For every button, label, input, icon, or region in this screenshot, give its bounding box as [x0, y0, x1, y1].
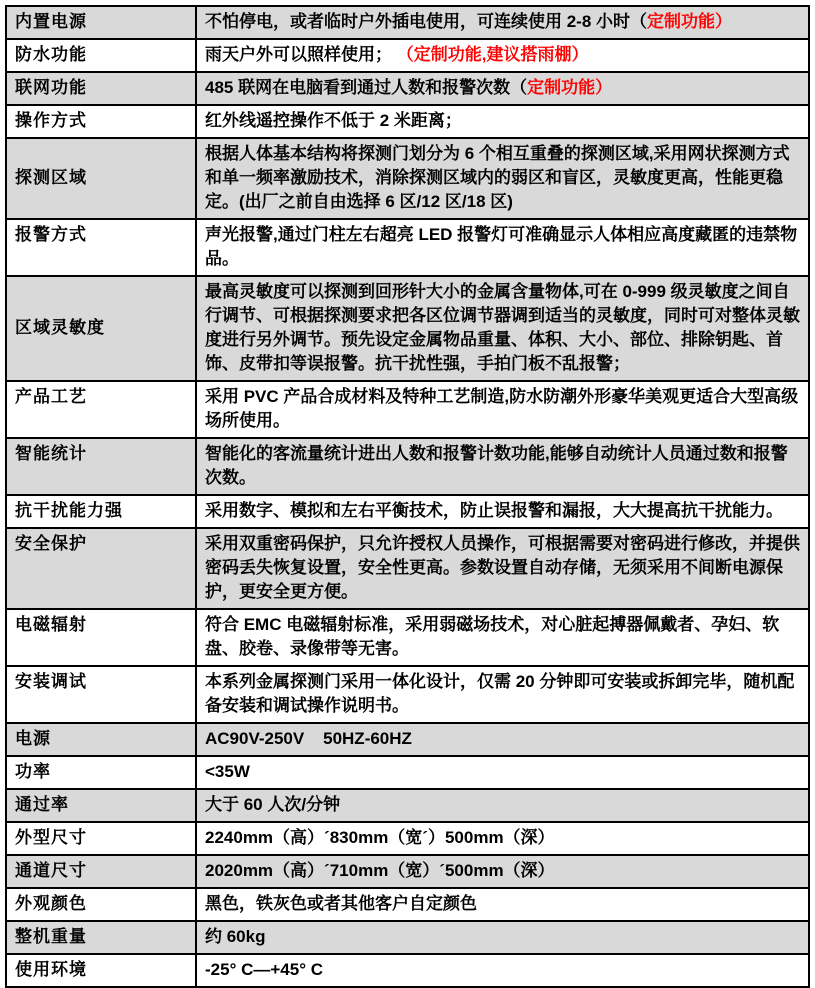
spec-value: [196, 756, 809, 789]
spec-value: [196, 723, 809, 756]
spec-label: 电磁辐射: [6, 609, 196, 666]
spec-text: 根据人体基本结构将探测门划分为 6 个相互重叠的探测区域,采用网状探测方式和单一频率激励技术，消除探测区域内的弱区和盲区，灵敏度更高，性能更稳定。(出厂之前自由选择 6 区/12 区/18 区): [205, 144, 790, 211]
spec-row: [6, 666, 809, 723]
highlighted-text: 定制功能）: [647, 12, 733, 31]
spec-label: 操作方式: [6, 105, 196, 138]
spec-text: 约 60kg: [205, 927, 266, 946]
spec-text: 智能化的客流量统计进出人数和报警计数功能,能够自动统计人员通过数和报警次数。: [205, 444, 788, 487]
spec-row: [6, 39, 809, 72]
spec-value: [196, 822, 809, 855]
spec-label: 功率: [6, 756, 196, 789]
spec-label: 抗干扰能力强: [6, 495, 196, 528]
spec-text: 采用双重密码保护，只允许授权人员操作，可根据需要对密码进行修改，并提供密码丢失恢复设置，安全性更高。参数设置自动存储，无须采用不间断电源保护，更安全更方便。: [205, 534, 800, 601]
spec-value: [196, 609, 809, 666]
spec-row: [6, 888, 809, 921]
spec-row: [6, 789, 809, 822]
spec-label: 外观颜色: [6, 888, 196, 921]
spec-value: [196, 276, 809, 381]
spec-value: [196, 219, 809, 276]
spec-row: [6, 609, 809, 666]
spec-label: 报警方式: [6, 219, 196, 276]
spec-label: 区域灵敏度: [6, 276, 196, 381]
spec-row: [6, 72, 809, 105]
spec-row: [6, 954, 809, 987]
spec-row: [6, 855, 809, 888]
spec-text: 采用数字、模拟和左右平衡技术，防止误报警和漏报，大大提高抗干扰能力。: [205, 501, 783, 520]
spec-label: 电源: [6, 723, 196, 756]
spec-label: 产品工艺: [6, 381, 196, 438]
spec-value: [196, 39, 809, 72]
spec-row: [6, 438, 809, 495]
spec-label: 使用环境: [6, 954, 196, 987]
spec-row: [6, 381, 809, 438]
spec-value: [196, 72, 809, 105]
spec-value: [196, 855, 809, 888]
spec-label: 整机重量: [6, 921, 196, 954]
spec-table-body: [6, 6, 809, 987]
spec-label: 防水功能: [6, 39, 196, 72]
spec-label: 通道尺寸: [6, 855, 196, 888]
spec-value: [196, 888, 809, 921]
spec-text: 采用 PVC 产品合成材料及特种工艺制造,防水防潮外形豪华美观更适合大型高级场所使用。: [205, 387, 799, 430]
spec-value: [196, 954, 809, 987]
spec-text: 本系列金属探测门采用一体化设计，仅需 20 分钟即可安装或拆卸完毕，随机配备安装和调试操作说明书。: [205, 672, 795, 715]
product-spec-table: [5, 5, 810, 988]
spec-text: <35W: [205, 762, 250, 781]
spec-label: 探测区域: [6, 138, 196, 219]
spec-value: [196, 789, 809, 822]
spec-value: [196, 528, 809, 609]
spec-row: [6, 6, 809, 39]
spec-text: 黑色，铁灰色或者其他客户自定颜色: [205, 894, 477, 913]
spec-label: 智能统计: [6, 438, 196, 495]
highlighted-text: （定制功能,建议搭雨棚）: [396, 45, 589, 64]
spec-text: 2020mm（高）´710mm（宽）´500mm（深）: [205, 861, 555, 880]
spec-value: [196, 138, 809, 219]
spec-value: [196, 666, 809, 723]
spec-text: 2240mm（高）´830mm（宽´）500mm（深）: [205, 828, 555, 847]
spec-text: 大于 60 人次/分钟: [205, 795, 341, 814]
spec-value: [196, 921, 809, 954]
spec-text: 红外线遥控操作不低于 2 米距离；: [205, 111, 462, 130]
spec-text: 声光报警,通过门柱左右超亮 LED 报警灯可准确显示人体相应高度藏匿的违禁物品。: [205, 225, 798, 268]
spec-row: [6, 822, 809, 855]
spec-value: [196, 438, 809, 495]
spec-text: 485 联网在电脑看到通过人数和报警次数（: [205, 78, 528, 97]
spec-row: [6, 495, 809, 528]
spec-label: 通过率: [6, 789, 196, 822]
spec-value: [196, 6, 809, 39]
spec-label: 安装调试: [6, 666, 196, 723]
spec-value: [196, 495, 809, 528]
spec-text: 符合 EMC 电磁辐射标准，采用弱磁场技术，对心脏起搏器佩戴者、孕妇、软盘、胶卷、录像带等无害。: [205, 615, 780, 658]
spec-row: [6, 276, 809, 381]
spec-value: [196, 381, 809, 438]
spec-label: 外型尺寸: [6, 822, 196, 855]
spec-text: -25° C—+45° C: [205, 960, 324, 979]
spec-row: [6, 921, 809, 954]
spec-row: [6, 105, 809, 138]
spec-row: [6, 756, 809, 789]
spec-label: 联网功能: [6, 72, 196, 105]
highlighted-text: 定制功能）: [527, 78, 613, 97]
spec-row: [6, 528, 809, 609]
spec-label: 安全保护: [6, 528, 196, 609]
spec-value: [196, 105, 809, 138]
spec-text: 不怕停电，或者临时户外插电使用，可连续使用 2-8 小时（: [205, 12, 648, 31]
spec-text: 雨天户外可以照样使用；: [205, 45, 397, 64]
spec-row: [6, 723, 809, 756]
spec-row: [6, 219, 809, 276]
spec-row: [6, 138, 809, 219]
spec-label: 内置电源: [6, 6, 196, 39]
spec-text: 最高灵敏度可以探测到回形针大小的金属含量物体,可在 0-999 级灵敏度之间自行调节、可根据探测要求把各区位调节器调到适当的灵敏度，同时可对整体灵敏度进行另外调节。预先设定金属物品重量、体积、大小、部位、排除钥匙、首饰、皮带扣等误报警。抗干扰性强，手拍门板不乱报警；: [205, 282, 800, 373]
spec-text: AC90V-250V 50HZ-60HZ: [205, 729, 412, 748]
